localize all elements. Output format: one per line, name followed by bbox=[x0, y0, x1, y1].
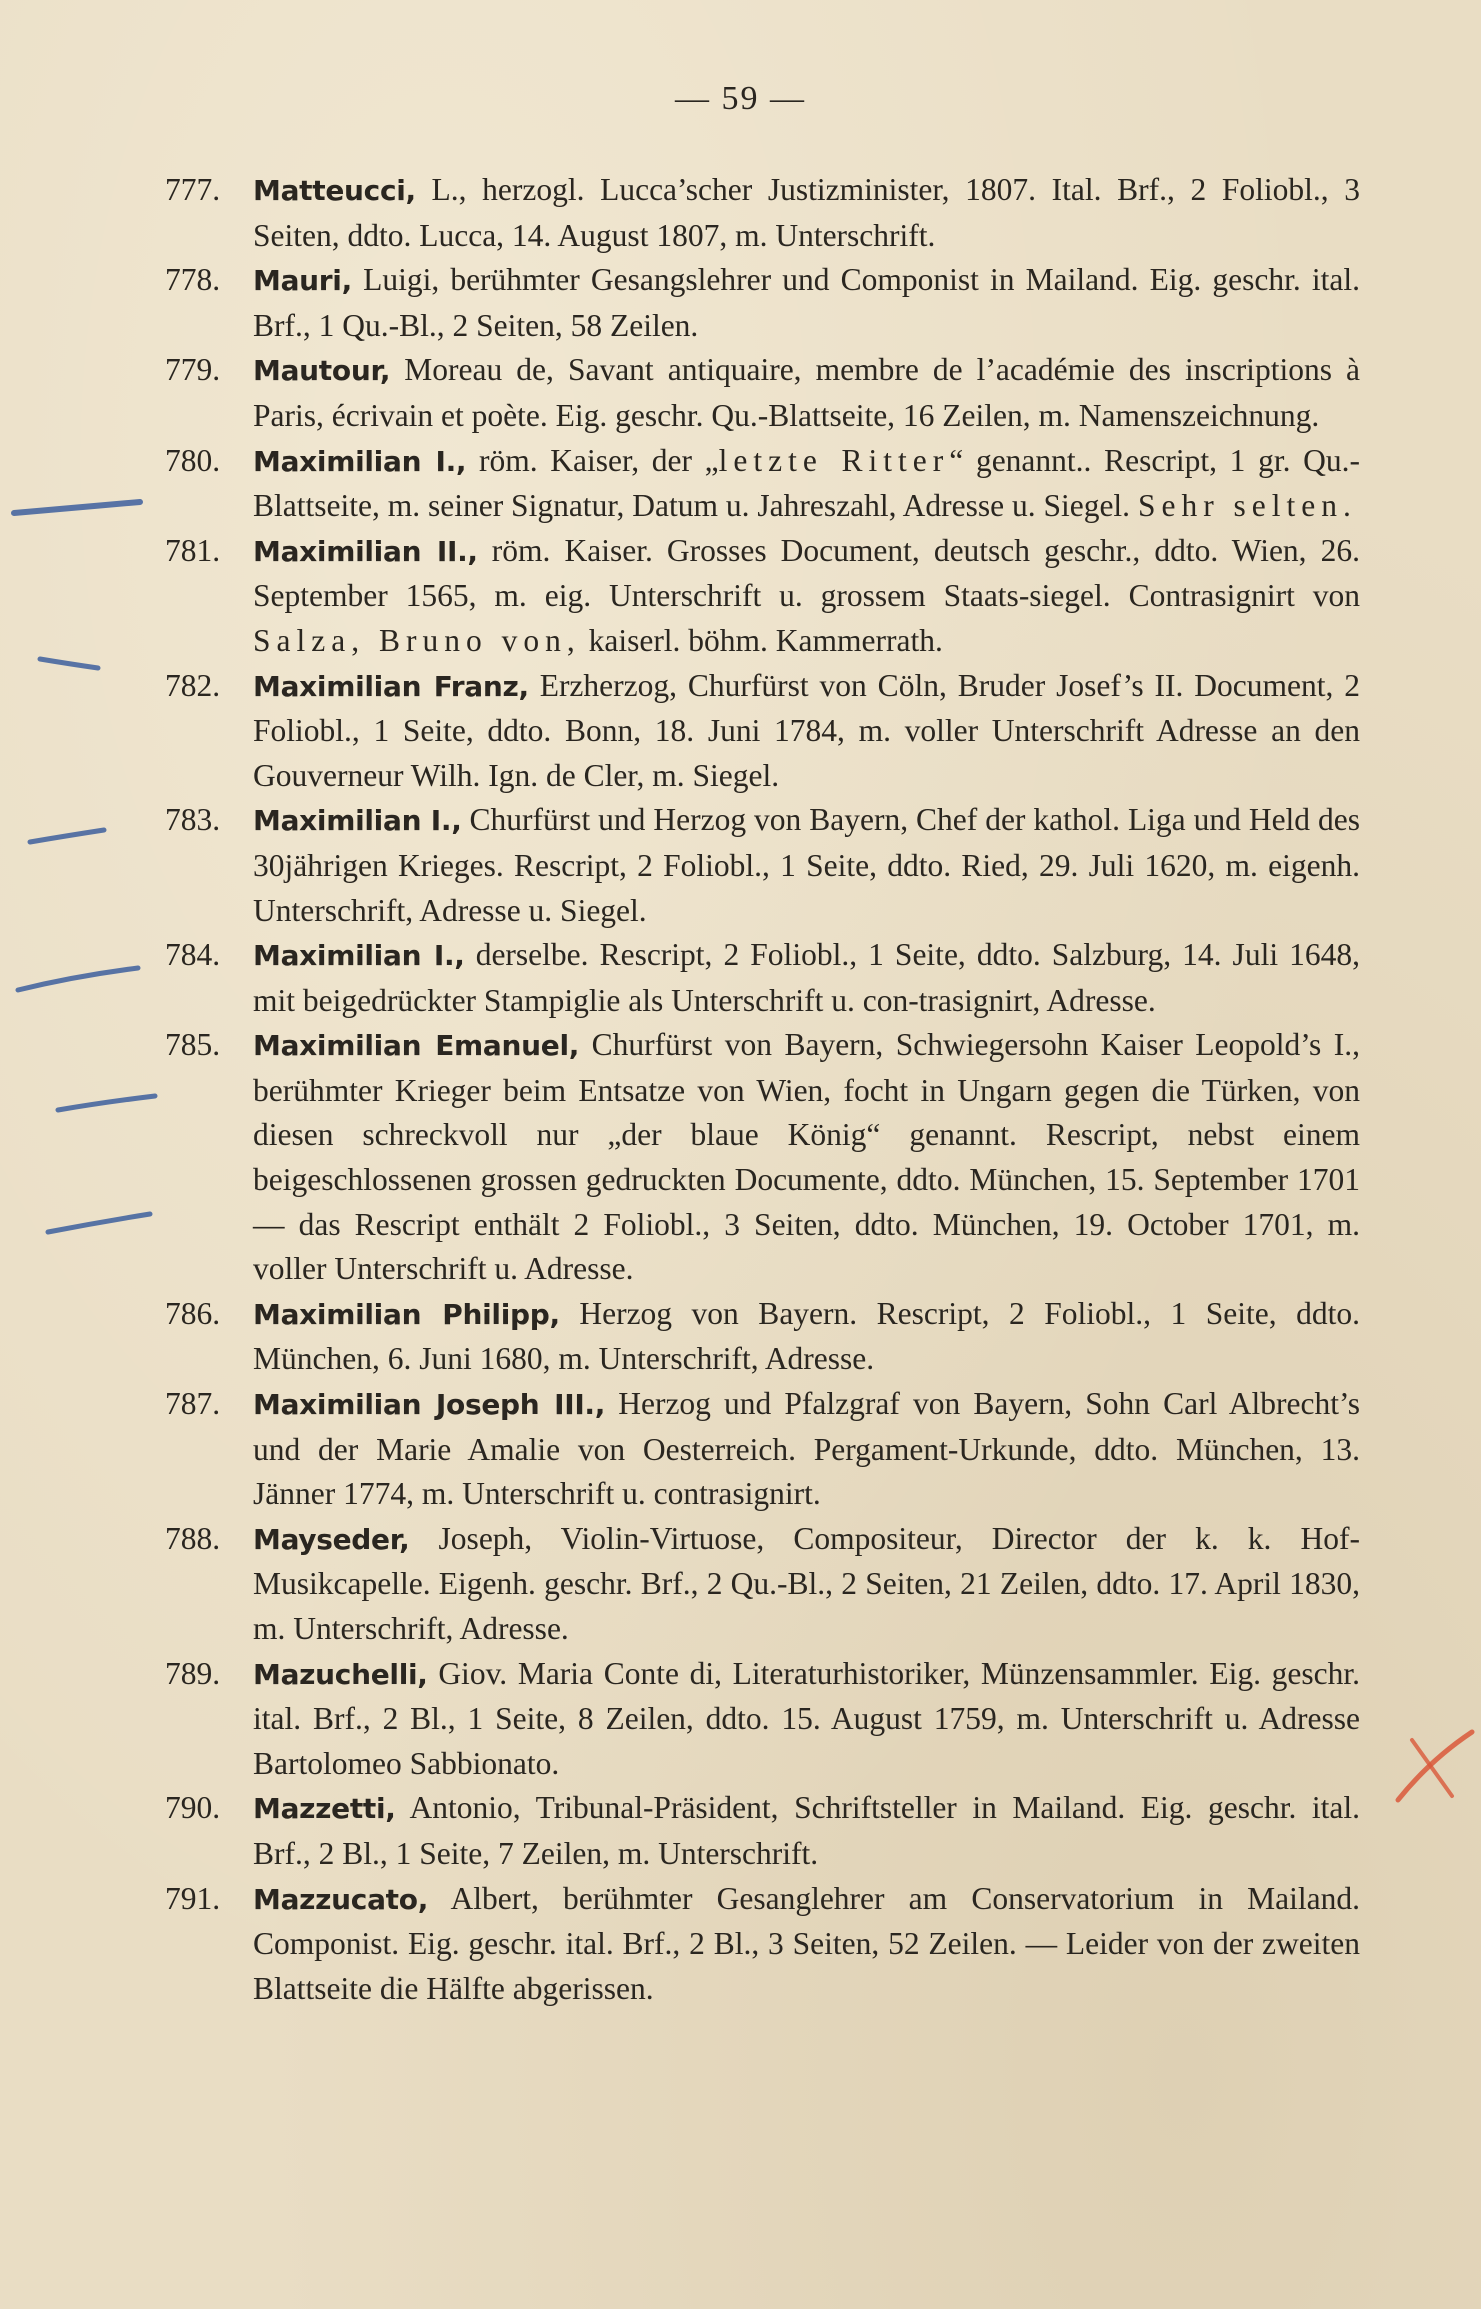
entry-name: Mautour, bbox=[253, 354, 391, 388]
entry-number: 782. bbox=[165, 667, 221, 703]
entry-name: Mauri, bbox=[253, 264, 352, 298]
entry-text: L., herzogl. Lucca’scher Justizminister, 1807. Ital. Brf., 2 Foliobl., 3 Seiten, ddto. Lucca, 14. August 1807, m. Unterschrift. bbox=[253, 172, 1360, 253]
entry-text-spaced: Salza, Bruno von, bbox=[253, 622, 581, 658]
entry-text: röm. Kaiser. Grosses Document, deutsch geschr., ddto. Wien, 26. September 1565, m. eig. Unterschrift u. grossem Staats-siegel. Contrasignirt von bbox=[253, 532, 1360, 614]
catalog-entry bbox=[165, 1652, 1360, 1787]
entry-text: Moreau de, Savant antiquaire, membre de l’académie des inscriptions à Paris, écrivain et poète. Eig. geschr. Qu.-Blattseite, 16 Zeilen, m. Namenszeichnung. bbox=[253, 352, 1360, 433]
catalog-entry bbox=[165, 1023, 1360, 1292]
catalog-entry bbox=[165, 933, 1360, 1023]
catalog-entry bbox=[165, 168, 1360, 258]
entry-text: Giov. Maria Conte di, Literaturhistoriker, Münzensammler. Eig. geschr. ital. Brf., 2 Bl., 1 Seite, 8 Zeilen, ddto. 15. August 1759, m. Unterschrift u. Adresse Bartolomeo Sabbionato. bbox=[253, 1655, 1360, 1781]
catalog-entry bbox=[165, 529, 1360, 664]
entry-text: röm. Kaiser, der „ bbox=[466, 442, 719, 478]
catalog-entry bbox=[165, 1786, 1360, 1876]
page-number: — 59 — bbox=[675, 80, 806, 117]
entry-number: 786. bbox=[165, 1295, 221, 1331]
catalog-entry bbox=[165, 798, 1360, 933]
entry-name: Mayseder, bbox=[253, 1522, 410, 1556]
entry-text-spaced: Sehr selten. bbox=[1137, 488, 1357, 524]
entry-text: Churfürst und Herzog von Bayern, Chef der kathol. Liga und Held des 30jährigen Krieges. Rescript, 2 Foliobl., 1 Seite, ddto. Ried, 29. Juli 1620, m. eigenh. Unterschrift, Adresse u. Siegel. bbox=[253, 802, 1360, 928]
entry-text: “ genannt.. Rescript, 1 gr. Qu.-Blattseite, m. seiner Signatur, Datum u. Jahreszahl, Adresse u. Siegel. bbox=[253, 442, 1360, 524]
entry-number: 779. bbox=[165, 352, 221, 388]
entry-number: 790. bbox=[165, 1790, 221, 1826]
entry-number: 787. bbox=[165, 1386, 221, 1422]
entry-name: Mazuchelli, bbox=[253, 1657, 428, 1691]
catalog-entry bbox=[165, 664, 1360, 799]
entry-name: Maximilian Franz, bbox=[253, 669, 529, 703]
entry-name: Maximilian Joseph III., bbox=[253, 1388, 606, 1422]
entry-number: 785. bbox=[165, 1027, 221, 1063]
entry-text: Herzog und Pfalzgraf von Bayern, Sohn Carl Albrecht’s und der Marie Amalie von Oesterreich. Pergament-Urkunde, ddto. München, 13. Jänner 1774, m. Unterschrift u. contrasignirt. bbox=[253, 1386, 1360, 1512]
entry-text: Antonio, Tribunal-Präsident, Schriftsteller in Mailand. Eig. geschr. ital. Brf., 2 Bl., 1 Seite, 7 Zeilen, m. Unterschrift. bbox=[253, 1790, 1360, 1871]
entry-name: Maximilian I., bbox=[253, 804, 462, 838]
entry-name: Mazzucato, bbox=[253, 1882, 429, 1916]
entry-name: Maximilian II., bbox=[253, 534, 478, 568]
entry-number: 778. bbox=[165, 262, 221, 298]
entry-number: 777. bbox=[165, 172, 221, 207]
catalog-entry bbox=[165, 439, 1360, 529]
entry-number: 789. bbox=[165, 1655, 221, 1691]
entry-name: Mazzetti, bbox=[253, 1792, 396, 1826]
entry-text: kaiserl. böhm. Kammerrath. bbox=[580, 622, 943, 658]
entry-name: Maximilian I., bbox=[253, 444, 467, 478]
catalog-entry bbox=[165, 1292, 1360, 1382]
entry-text: Albert, berühmter Gesanglehrer am Conservatorium in Mailand. Componist. Eig. geschr. ital. Brf., 2 Bl., 3 Seiten, 52 Zeilen. — Leider von der zweiten Blattseite die Hälfte abgerissen. bbox=[253, 1880, 1360, 2006]
entry-number: 791. bbox=[165, 1880, 221, 1916]
entry-text-spaced: letzte Ritter bbox=[718, 442, 950, 478]
entry-text: Erzherzog, Churfürst von Cöln, Bruder Josef’s II. Document, 2 Foliobl., 1 Seite, ddto. Bonn, 18. Juni 1784, m. voller Unterschrift Adresse an den Gouverneur Wilh. Ign. de Cler, m. Siegel. bbox=[253, 667, 1360, 793]
catalog-entry bbox=[165, 1517, 1360, 1652]
entry-text: Joseph, Violin-Virtuose, Compositeur, Director der k. k. Hof-Musikcapelle. Eigenh. geschr. Brf., 2 Qu.-Bl., 2 Seiten, 21 Zeilen, ddto. 17. April 1830, m. Unterschrift, Adresse. bbox=[253, 1520, 1360, 1646]
entry-name: Maximilian Emanuel, bbox=[253, 1029, 580, 1063]
entry-number: 788. bbox=[165, 1520, 221, 1556]
entry-text: derselbe. Rescript, 2 Foliobl., 1 Seite, ddto. Salzburg, 14. Juli 1648, mit beigedrückter Stampiglie als Unterschrift u. con-trasignirt, Adresse. bbox=[253, 937, 1361, 1018]
entry-number: 781. bbox=[165, 532, 221, 568]
entry-text: Herzog von Bayern. Rescript, 2 Foliobl., 1 Seite, ddto. München, 6. Juni 1680, m. Unterschrift, Adresse. bbox=[253, 1295, 1360, 1377]
catalog-entry bbox=[165, 348, 1360, 438]
entry-number: 784. bbox=[165, 937, 221, 973]
catalog-entry bbox=[165, 1382, 1360, 1517]
entry-number: 780. bbox=[165, 442, 221, 478]
entry-name: Maximilian Philipp, bbox=[253, 1297, 560, 1331]
catalog-entries bbox=[165, 168, 1360, 2011]
catalog-entry bbox=[165, 258, 1360, 348]
entry-name: Matteucci, bbox=[253, 174, 416, 207]
catalog-entry bbox=[165, 1877, 1360, 2012]
entry-text: Churfürst von Bayern, Schwiegersohn Kaiser Leopold’s I., berühmter Krieger beim Entsatze von Wien, focht in Ungarn gegen die Türken, von diesen schreckvoll nur „der blaue König“ genannt. Rescript, nebst einem beigeschlossenen grossen gedruckten Documente, ddto. München, 15. September 1701 — das Rescript enthält 2 Foliobl., 3 Seiten, ddto. München, 19. October 1701, m. voller Unterschrift u. Adresse. bbox=[253, 1027, 1360, 1287]
entry-text: Luigi, berühmter Gesangslehrer und Componist in Mailand. Eig. geschr. ital. Brf., 1 Qu.-Bl., 2 Seiten, 58 Zeilen. bbox=[253, 262, 1360, 343]
entry-name: Maximilian I., bbox=[253, 939, 465, 973]
entry-number: 783. bbox=[165, 802, 221, 838]
